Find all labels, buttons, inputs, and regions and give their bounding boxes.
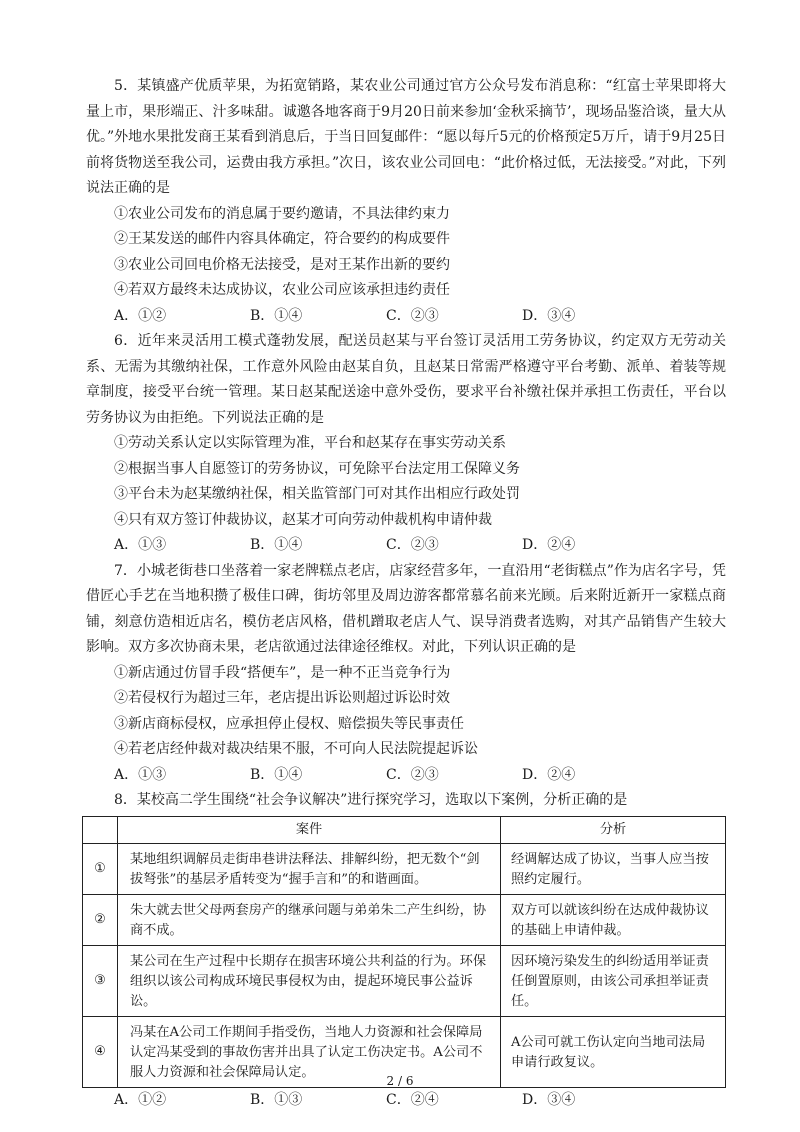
analysis-cell: 经调解达成了协议，当事人应当按照约定履行。 [501, 843, 726, 894]
statement-option: ④若双方最终未达成协议，农业公司应该承担违约责任 [114, 282, 450, 298]
row-number: ② [83, 894, 118, 945]
answer-choices [86, 763, 726, 789]
header-number [83, 816, 118, 843]
choice-a: A．①③ [114, 537, 167, 553]
statement-option: ④若老店经仲裁对裁决结果不服，不可向人民法院提起诉讼 [114, 741, 478, 757]
choice-b: B．①③ [250, 1091, 303, 1108]
choice-a: A．①③ [114, 766, 167, 783]
case-cell: 朱大就去世父母两套房产的继承问题与弟弟朱二产生纠纷，协商不成。 [118, 894, 501, 945]
answer-choices [86, 533, 726, 559]
choice-d: D．②④ [522, 766, 576, 783]
exam-page [86, 74, 726, 1113]
page-number: 2 / 6 [386, 1074, 414, 1088]
choice-b: B．①④ [250, 307, 303, 324]
choice-a: A．①② [114, 1091, 167, 1108]
choice-d: D．②④ [522, 537, 576, 553]
question-stem: 6．近年来灵活用工模式蓬勃发展，配送员赵某与平台签订灵活用工劳务协议，约定双方无劳动关系、无需为其缴纳社保，工作意外风险由赵某自负，且赵某日常需严格遵守平台考勤、派单、着装等规章制度，接受平台统一管理。某日赵某配送途中意外受伤，要求平台补缴社保并承担工伤责任，平台以劳务协议为由拒绝。下列说法正确的是 [86, 333, 726, 426]
statement-option: ③农业公司回电价格无法接受，是对王某作出新的要约 [114, 256, 450, 273]
row-number: ① [83, 843, 118, 894]
row-number: ③ [83, 945, 118, 1016]
table-header-row [83, 816, 726, 843]
case-table [82, 816, 726, 1088]
question-stem: 7．小城老街巷口坐落着一家老牌糕点老店，店家经营多年，一直沿用“老街糕点”作为店名字号，凭借匠心手艺在当地积攒了极佳口碑，街坊邻里及周边游客都常慕名前来光顾。后来附近新开一家糕点商铺，刻意仿造相近店名，模仿老店风格，借机蹭取老店人气、误导消费者选购，对其产品销售产生较大影响。双方多次协商未果，老店欲通过法律途径维权。对此，下列认识正确的是 [86, 562, 726, 655]
header-analysis: 分析 [501, 816, 726, 843]
choice-c: C．②④ [386, 1091, 439, 1108]
statement-option: ②若侵权行为超过三年，老店提出诉讼则超过诉讼时效 [114, 690, 450, 706]
choice-c: C．②③ [386, 307, 439, 324]
answer-choices [86, 1088, 726, 1114]
statement-option: ①劳动关系认定以实际管理为准，平台和赵某存在事实劳动关系 [114, 435, 506, 451]
choice-d: D．③④ [522, 1091, 576, 1108]
question-stem: 5．某镇盛产优质苹果，为拓宽销路，某农业公司通过官方公众号发布消息称：“红富士苹果即将大量上市，果形端正、汁多味甜。诚邀各地客商于9月20日前来参加‘金秋采摘节’，现场品鉴洽谈，量大从优。”外地水果批发商王某看到消息后，于当日回复邮件：“愿以每斤5元的价格预定5万斤，请于9月25日前将货物送至我公司，运费由我方承担。”次日，该农业公司回电：“此价格过低，无法接受。”对此，下列说法正确的是 [86, 78, 726, 196]
analysis-cell: A公司可就工伤认定向当地司法局申请行政复议。 [501, 1016, 726, 1087]
answer-choices [86, 304, 726, 330]
table-row [83, 843, 726, 894]
statement-option: ①新店通过仿冒手段“搭便车”，是一种不正当竞争行为 [114, 664, 451, 681]
statement-option: ③平台未为赵某缴纳社保，相关监管部门可对其作出相应行政处罚 [114, 486, 520, 502]
choice-b: B．①④ [250, 766, 303, 783]
question-7 [86, 559, 726, 789]
statement-option: ②根据当事人自愿签订的劳务协议，可免除平台法定用工保障义务 [114, 460, 520, 477]
question-8 [86, 788, 726, 1113]
table-row [83, 945, 726, 1016]
header-case: 案件 [118, 816, 501, 843]
choice-b: B．①④ [250, 537, 303, 553]
statement-option: ①农业公司发布的消息属于要约邀请，不具法律约束力 [114, 205, 450, 222]
case-cell: 某地组织调解员走街串巷讲法释法、排解纠纷，把无数个“剑拔弩张”的基层矛盾转变为“握手言和”的和谐画面。 [118, 843, 501, 894]
choice-a: A．①② [114, 307, 167, 324]
statement-option: ③新店商标侵权，应承担停止侵权、赔偿损失等民事责任 [114, 715, 464, 732]
choice-d: D．③④ [522, 307, 576, 324]
analysis-cell: 因环境污染发生的纠纷适用举证责任倒置原则，由该公司承担举证责任。 [501, 945, 726, 1016]
analysis-cell: 双方可以就该纠纷在达成仲裁协议的基础上申请仲裁。 [501, 894, 726, 945]
statement-option: ④只有双方签订仲裁协议，赵某才可向劳动仲裁机构申请仲裁 [114, 511, 492, 528]
choice-c: C．②③ [386, 766, 439, 783]
question-stem: 8．某校高二学生围绕“社会争议解决”进行探究学习，选取以下案例，分析正确的是 [114, 792, 628, 808]
case-cell: 某公司在生产过程中长期存在损害环境公共利益的行为。环保组织以该公司构成环境民事侵权为由，提起环境民事公益诉讼。 [118, 945, 501, 1016]
statement-option: ②王某发送的邮件内容具体确定，符合要约的构成要件 [114, 231, 450, 247]
question-5 [86, 74, 726, 329]
row-number: ④ [83, 1016, 118, 1087]
choice-c: C．②③ [386, 537, 439, 553]
table-row [83, 894, 726, 945]
case-cell: 冯某在A公司工作期间手指受伤，当地人力资源和社会保障局认定冯某受到的事故伤害并出具了认定工伤决定书。A公司不服人力资源和社会保障局认定。 [118, 1016, 501, 1087]
question-6 [86, 329, 726, 559]
